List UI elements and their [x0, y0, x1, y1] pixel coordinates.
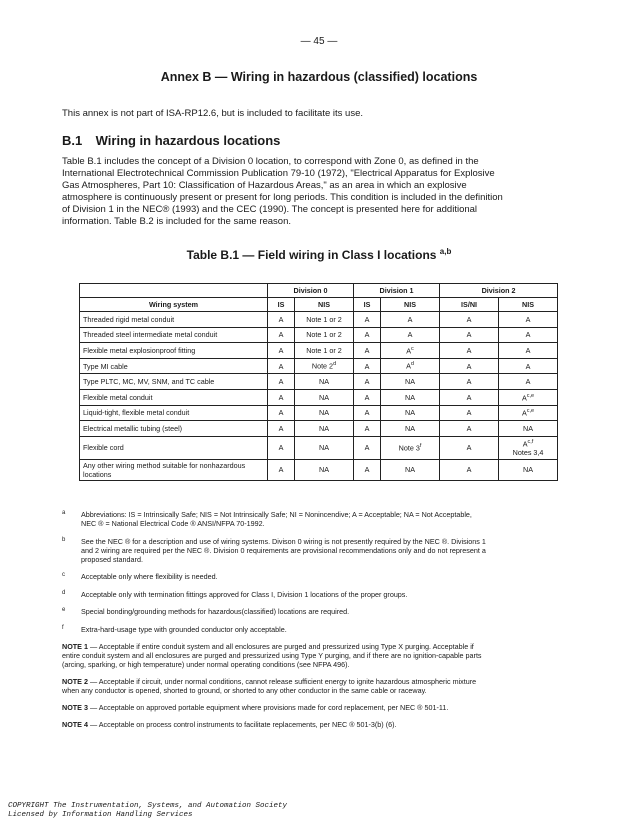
table-cell — [440, 358, 499, 374]
col-header-div2-isni: IS/NI — [440, 298, 499, 312]
wiring-system-cell: Type PLTC, MC, MV, SNM, and TC cable — [80, 374, 268, 390]
note-text: — Acceptable on approved portable equipment where provisions made for cord replacement, per NEC ® 501-11. — [87, 703, 449, 712]
table-cell — [440, 436, 499, 459]
cell-footnote-ref: c,e — [526, 408, 535, 415]
cell-value: NA — [405, 377, 416, 387]
cell-footnote-ref: d — [410, 361, 414, 368]
table-cell — [295, 459, 354, 480]
table-title-text: Table B.1 — Field wiring in Class I locations — [186, 248, 437, 262]
cell-value: A — [466, 465, 472, 475]
table-cell — [268, 405, 295, 421]
col-header-div1-nis: NIS — [381, 298, 440, 312]
footnote-mark: d — [62, 589, 66, 596]
wiring-system-cell: Electrical metallic tubing (steel) — [80, 421, 268, 437]
division-0-header: Division 0 — [268, 284, 354, 298]
table-cell — [268, 374, 295, 390]
cell-value: A — [406, 361, 411, 371]
cell-value: Note 1 or 2 — [306, 345, 342, 355]
cell-value: NA — [319, 408, 329, 418]
table-cell — [499, 374, 558, 390]
cell-value: A — [278, 465, 284, 475]
cell-value: A — [278, 443, 284, 453]
footnote — [62, 607, 582, 616]
cell-value: A — [521, 392, 527, 402]
wiring-system-cell: Liquid-tight, flexible metal conduit — [80, 405, 268, 421]
cell-value: A — [466, 377, 472, 387]
note-line — [62, 642, 582, 651]
table-cell — [268, 421, 295, 437]
cell-value: NA — [405, 465, 416, 475]
footnote-mark: e — [62, 607, 66, 613]
table-cell — [440, 389, 499, 405]
footnote-line: proposed standard. — [81, 554, 143, 564]
cell-value: NA — [319, 423, 329, 433]
table-cell — [295, 343, 354, 359]
note-line: when any conductor is opened, shorted to ground, or shorted to any other conductor in the same cable or raceway. — [62, 686, 427, 695]
cell-value: A — [525, 361, 531, 371]
cell-value: A — [466, 408, 472, 418]
section-body-line: atmosphere is continuously present or present for long periods. This condition is included in the definition — [62, 192, 503, 204]
note-label: NOTE 4 — [62, 720, 88, 729]
footnote-line: Special bonding/grounding methods for hazardous(classified) locations are required. — [81, 607, 350, 616]
cell-value: A — [364, 408, 370, 418]
table-title-footnote-ref: a,b — [439, 247, 452, 256]
cell-value: A — [364, 345, 370, 355]
footnote — [62, 510, 582, 528]
footnote-line: Acceptable only with termination fittings approved for Class I, Division 1 locations of the proper groups. — [81, 589, 408, 599]
table-cell — [381, 312, 440, 328]
table-cell — [440, 421, 499, 437]
footnote — [62, 572, 582, 581]
cell-value: NA — [523, 465, 534, 475]
cell-value: A — [407, 330, 413, 340]
col-header-wiring-system: Wiring system — [80, 298, 268, 312]
table-cell — [381, 421, 440, 437]
cell-footnote-ref: c,e — [526, 392, 535, 399]
table-cell — [499, 405, 558, 421]
table-cell — [499, 343, 558, 359]
table-cell — [499, 436, 558, 459]
table-cell — [295, 358, 354, 374]
footnote-mark: a — [62, 510, 66, 516]
col-header-div1-is: IS — [354, 298, 381, 312]
table-cell — [381, 343, 440, 359]
cell-value: A — [278, 423, 284, 433]
cell-value: A — [406, 346, 412, 356]
section-body-line: of Division 1 in the NEC® (1993) and the CEC (1990). The concept is presented here for additional — [62, 204, 478, 216]
table-cell — [268, 312, 295, 328]
table-cell — [295, 312, 354, 328]
table-title — [0, 247, 638, 262]
note — [62, 642, 582, 669]
copyright-notice — [8, 802, 287, 819]
table-cell — [354, 405, 381, 421]
note-line: entire conduit system and all enclosures are purged and pressurized using Type Y purging, and if there are no ignition-capable parts — [62, 651, 482, 660]
cell-value: A — [364, 314, 370, 324]
table-cell — [295, 421, 354, 437]
wiring-system-cell: Type MI cable — [80, 358, 268, 374]
cell-value: A — [525, 314, 531, 324]
cell-value: Note 3 — [398, 443, 420, 453]
footnote-mark: c — [62, 572, 65, 578]
note — [62, 720, 582, 729]
cell-value-secondary: Notes 3,4 — [512, 447, 544, 457]
table-cell — [268, 343, 295, 359]
table-cell — [499, 358, 558, 374]
wiring-system-cell: Any other wiring method suitable for nonhazardous locations — [80, 459, 268, 480]
table-row — [80, 389, 558, 405]
table-cell — [268, 358, 295, 374]
footnotes — [62, 510, 582, 737]
wiring-system-cell: Flexible cord — [80, 436, 268, 459]
cell-value: A — [278, 377, 284, 387]
table-cell — [381, 358, 440, 374]
table-row — [80, 421, 558, 437]
col-header-div2-nis: NIS — [499, 298, 558, 312]
col-header-div0-is: IS — [268, 298, 295, 312]
annex-title: Annex B — Wiring in hazardous (classified) locations — [160, 70, 478, 84]
table-cell — [354, 312, 381, 328]
table-cell — [440, 459, 499, 480]
cell-value: NA — [405, 423, 416, 433]
note-line: (arcing, sparking, or high temperature) under normal operating conditions (see NFPA 496). — [62, 660, 350, 669]
table-cell — [381, 389, 440, 405]
cell-value: A — [466, 392, 472, 402]
cell-value: A — [364, 377, 370, 387]
cell-value: A — [364, 443, 370, 453]
cell-value: A — [278, 314, 284, 324]
cell-value: A — [364, 361, 370, 371]
table-row — [80, 327, 558, 343]
table-cell — [440, 327, 499, 343]
footnote-mark: f — [62, 624, 64, 631]
note — [62, 703, 582, 712]
table-cell — [499, 459, 558, 480]
table-cell — [499, 327, 558, 343]
cell-value: NA — [319, 465, 329, 475]
footnote-line: See the NEC ® for a description and use of wiring systems. Divison 0 wiring is not presently required by the NEC ®. Divisions 1 — [81, 536, 486, 546]
cell-value: NA — [405, 392, 416, 402]
footnote — [62, 537, 582, 564]
table-cell — [440, 312, 499, 328]
table-cell — [268, 436, 295, 459]
note-line — [62, 720, 582, 729]
note-line — [62, 677, 582, 686]
cell-value: A — [364, 465, 370, 475]
note-label: NOTE 1 — [62, 642, 88, 651]
table-cell — [381, 374, 440, 390]
table-cell — [354, 459, 381, 480]
table-cell — [295, 374, 354, 390]
table-cell — [440, 343, 499, 359]
table-row — [80, 312, 558, 328]
footnote — [62, 625, 582, 634]
note-text: — Acceptable if entire conduit system and all enclosures are purged and pressurized using Type X purging. Acceptable if — [87, 642, 474, 651]
wiring-system-cell: Flexible metal conduit — [80, 389, 268, 405]
cell-value: Note 1 or 2 — [306, 330, 342, 340]
table-cell — [354, 343, 381, 359]
cell-value: A — [466, 345, 472, 355]
cell-value: A — [407, 314, 413, 324]
cell-value: A — [364, 330, 370, 340]
cell-value: A — [466, 361, 472, 371]
wiring-system-cell: Flexible metal explosionproof fitting — [80, 343, 268, 359]
section-heading — [62, 133, 280, 148]
cell-value: Note 2 — [311, 361, 334, 371]
cell-value: Note 1 or 2 — [306, 314, 342, 324]
footnote-line: NEC ® = National Electrical Code ® ANSI/NFPA 70-1992. — [81, 519, 265, 528]
note-label: NOTE 3 — [62, 703, 88, 712]
col-header-div0-nis: NIS — [295, 298, 354, 312]
note-text: — Acceptable on process control instruments to facilitate replacements, per NEC ® 501-3(b) (6). — [87, 720, 397, 729]
wiring-system-cell: Threaded rigid metal conduit — [80, 312, 268, 328]
section-number: B.1 — [62, 133, 83, 148]
table-cell — [381, 327, 440, 343]
column-header-row — [80, 298, 558, 312]
wiring-table — [79, 283, 558, 481]
cell-value: A — [466, 330, 472, 340]
table-cell — [440, 374, 499, 390]
section-body-line: International Electrotechnical Commission Publication 79-10 (1972), "Electrical Apparatus for Explosive — [62, 168, 495, 180]
table-row — [80, 358, 558, 374]
table-row — [80, 436, 558, 459]
section-body-line: Table B.1 includes the concept of a Division 0 location, to correspond with Zone 0, as defined in the — [62, 156, 479, 167]
cell-footnote-ref: c — [411, 345, 414, 352]
cell-value: A — [525, 330, 531, 340]
table-cell — [381, 459, 440, 480]
blank-header-cell — [80, 284, 268, 298]
cell-value: A — [278, 392, 284, 402]
table-cell — [354, 358, 381, 374]
cell-value: A — [466, 314, 472, 324]
cell-value: A — [466, 423, 472, 433]
table-cell — [268, 459, 295, 480]
section-body-line: information. Table B.2 is included for the same reason. — [62, 216, 292, 228]
table-cell — [440, 405, 499, 421]
cell-value: NA — [319, 443, 329, 453]
license-line: Licensed by Information Handling Services — [8, 810, 193, 819]
table-cell — [295, 389, 354, 405]
wiring-system-cell: Threaded steel intermediate metal conduit — [80, 327, 268, 343]
footnote — [62, 590, 582, 599]
cell-value: NA — [319, 377, 329, 387]
cell-value: NA — [405, 408, 416, 418]
cell-value: A — [525, 345, 531, 355]
division-header-row — [80, 284, 558, 298]
table-cell — [354, 327, 381, 343]
cell-footnote-ref: c,f — [527, 438, 534, 445]
cell-value: A — [466, 443, 472, 453]
table-cell — [295, 436, 354, 459]
cell-footnote-ref: d — [333, 361, 337, 368]
table-cell — [268, 389, 295, 405]
table-cell — [295, 405, 354, 421]
cell-value: A — [364, 392, 370, 402]
cell-value: A — [278, 408, 284, 418]
table-cell — [499, 312, 558, 328]
section-title: Wiring in hazardous locations — [95, 133, 281, 148]
division-2-header: Division 2 — [440, 284, 558, 298]
cell-value: A — [278, 330, 284, 340]
table-body — [80, 312, 558, 481]
table-cell — [381, 405, 440, 421]
table-row — [80, 343, 558, 359]
table-row — [80, 405, 558, 421]
table-cell — [354, 436, 381, 459]
annex-note: This annex is not part of ISA-RP12.6, but is included to facilitate its use. — [62, 108, 363, 119]
table-cell — [354, 389, 381, 405]
cell-value: A — [278, 345, 284, 355]
cell-value: NA — [319, 392, 329, 402]
footnote-mark: b — [62, 536, 66, 543]
footnote-line: Extra-hard-usage type with grounded conductor only acceptable. — [81, 624, 287, 634]
note — [62, 677, 582, 695]
copyright-line: COPYRIGHT The Instrumentation, Systems, and Automation Society — [8, 802, 288, 810]
table-row — [80, 459, 558, 480]
table-cell — [268, 327, 295, 343]
footnote-line: and 2 wiring are required per the NEC ®. Division 0 requirements are provisional recommendations only and do not represent a — [81, 545, 486, 555]
table-row — [80, 374, 558, 390]
table-cell — [295, 327, 354, 343]
table-cell — [499, 421, 558, 437]
table-cell — [499, 389, 558, 405]
section-body-line: Gas Atmospheres, Part 10: Classification of Hazardous Areas," as an area in which an explosive — [62, 180, 467, 192]
cell-value: A — [278, 361, 284, 371]
page-number: — 45 — — [300, 36, 338, 47]
note-label: NOTE 2 — [62, 677, 88, 686]
footnote-line: Abbreviations: IS = Intrinsically Safe; NIS = Not Intrinsically Safe; NI = Nonincendive; A = Acceptable; NA = Not Acceptable, — [81, 510, 472, 519]
division-1-header: Division 1 — [354, 284, 440, 298]
cell-value: A — [525, 377, 531, 387]
note-text: — Acceptable if circuit, under normal conditions, cannot release sufficient energy to ignite hazardous atmospheric mixture — [87, 677, 477, 686]
footnote-line: Acceptable only where flexibility is needed. — [81, 572, 218, 581]
note-line — [62, 703, 582, 712]
table-cell — [354, 421, 381, 437]
table-cell — [381, 436, 440, 459]
cell-value: NA — [523, 423, 534, 433]
cell-footnote-ref: f — [419, 443, 422, 450]
section-body — [62, 156, 574, 229]
cell-value: A — [521, 408, 527, 418]
table-cell — [354, 374, 381, 390]
cell-value: A — [364, 423, 370, 433]
cell-value: A — [522, 438, 528, 448]
